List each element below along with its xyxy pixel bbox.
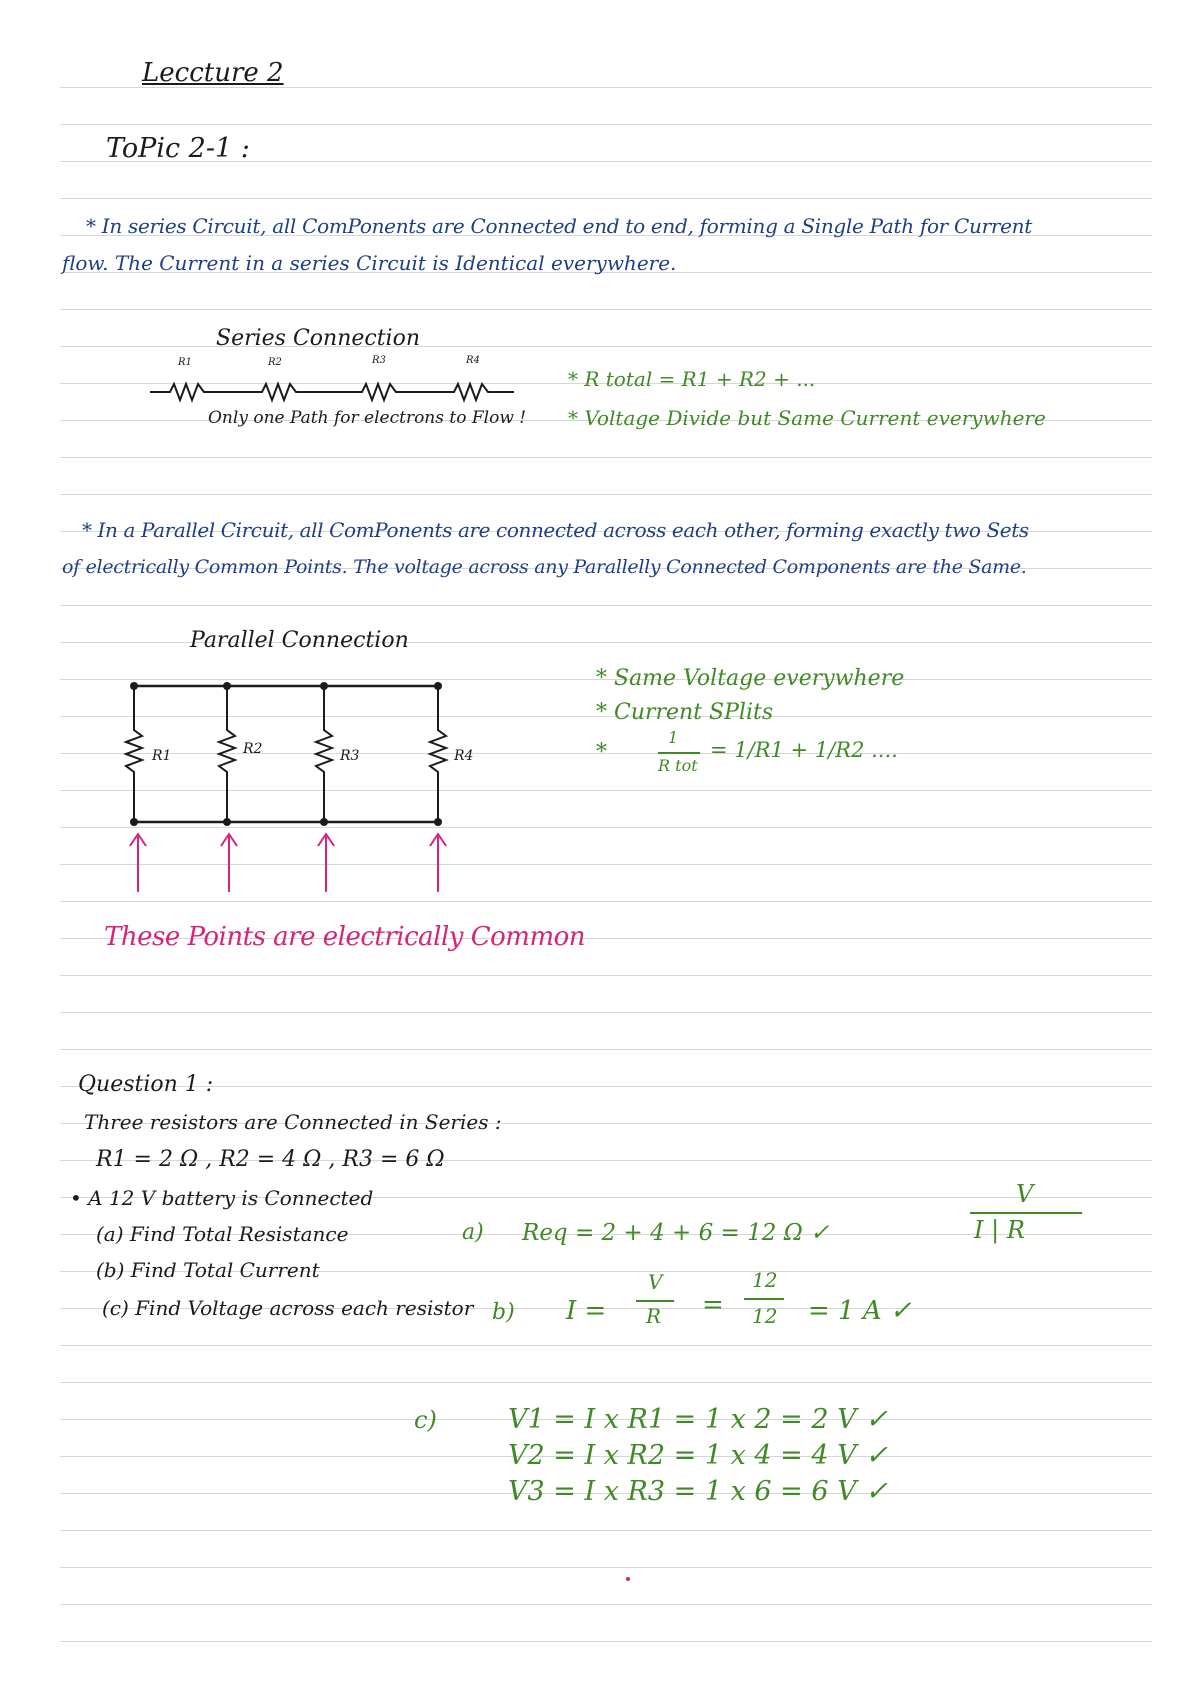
question-line1: Three resistors are Connected in Series : (84, 1110, 502, 1134)
parallel-resistor-label: R2 (243, 741, 263, 757)
series-text-line2: flow. The Current in a series Circuit is Identical everywhere. (62, 251, 677, 275)
answer-b-lhs: I = (566, 1296, 607, 1326)
answer-b-num1: V (648, 1270, 663, 1294)
answer-b-eq: = (702, 1290, 724, 1320)
parallel-note-voltage: * Same Voltage everywhere (596, 666, 905, 691)
question-line2: R1 = 2 Ω , R2 = 4 Ω , R3 = 6 Ω (96, 1147, 445, 1172)
parallel-resistor-label: R1 (152, 748, 172, 764)
series-resistor-label: R1 (178, 357, 192, 368)
ink-dot (626, 1577, 630, 1581)
topic-heading: ToPic 2-1 : (106, 133, 250, 164)
question-part-b: (b) Find Total Current (96, 1258, 320, 1282)
question-title: Question 1 : (78, 1072, 214, 1097)
parallel-note-star: * (596, 740, 607, 765)
junction-dots (130, 682, 442, 826)
parallel-resistor-label: R4 (454, 748, 474, 764)
answer-b-bar1 (636, 1300, 674, 1302)
common-points-caption: These Points are electrically Common (104, 922, 586, 952)
question-line3: • A 12 V battery is Connected (70, 1186, 374, 1210)
vir-triangle-bottom: I | R (974, 1216, 1025, 1244)
question-part-a: (a) Find Total Resistance (96, 1222, 349, 1246)
parallel-branch (126, 686, 446, 822)
series-resistor-label: R4 (466, 355, 480, 366)
parallel-note-current: * Current SPlits (596, 700, 774, 725)
series-note-rtotal: * R total = R1 + R2 + ... (568, 367, 816, 391)
vir-triangle-bar (970, 1212, 1082, 1214)
page-title: Leccture 2 (142, 58, 284, 88)
parallel-note-formula: = 1/R1 + 1/R2 .... (710, 738, 898, 762)
vir-triangle-top: V (1016, 1180, 1034, 1208)
parallel-text-line2: of electrically Common Points. The voltage across any Parallelly Connected Components are the Same. (62, 556, 1027, 578)
series-text-line1: * In series Circuit, all ComPonents are Connected end to end, forming a Single Path for Current (86, 214, 1032, 238)
series-diagram-title: Series Connection (216, 326, 420, 351)
series-resistor-label: R3 (372, 355, 386, 366)
parallel-resistor-label: R3 (340, 748, 360, 764)
answer-b-bar2 (744, 1298, 784, 1300)
answer-c-v1: V1 = I x R1 = 1 x 2 = 2 V ✓ (508, 1404, 888, 1435)
answer-b-num2: 12 (752, 1268, 778, 1292)
answer-b-den1: R (646, 1304, 662, 1328)
question-part-c: (c) Find Voltage across each resistor (102, 1296, 474, 1320)
series-note-voltage: * Voltage Divide but Same Current everywhere (568, 406, 1046, 430)
parallel-note-denominator: R tot (658, 756, 698, 775)
parallel-diagram-title: Parallel Connection (190, 628, 409, 653)
answer-a-text: Req = 2 + 4 + 6 = 12 Ω ✓ (522, 1220, 830, 1246)
parallel-text-line1: * In a Parallel Circuit, all ComPonents are connected across each other, forming exactly two Sets (82, 518, 1029, 542)
answer-c-label: c) (414, 1406, 437, 1434)
answer-c-v2: V2 = I x R2 = 1 x 4 = 4 V ✓ (508, 1440, 888, 1471)
answer-b-result: = 1 A ✓ (808, 1296, 912, 1326)
common-point-arrows (130, 834, 446, 892)
answer-c-v3: V3 = I x R3 = 1 x 6 = 6 V ✓ (508, 1476, 888, 1507)
answer-b-den2: 12 (752, 1304, 778, 1328)
answer-b-label: b) (492, 1300, 515, 1325)
parallel-note-numerator: 1 (668, 728, 679, 747)
parallel-note-fraction-bar (658, 752, 700, 754)
answer-a-label: a) (462, 1220, 484, 1245)
series-resistor-label: R2 (268, 357, 282, 368)
series-caption: Only one Path for electrons to Flow ! (208, 408, 527, 428)
